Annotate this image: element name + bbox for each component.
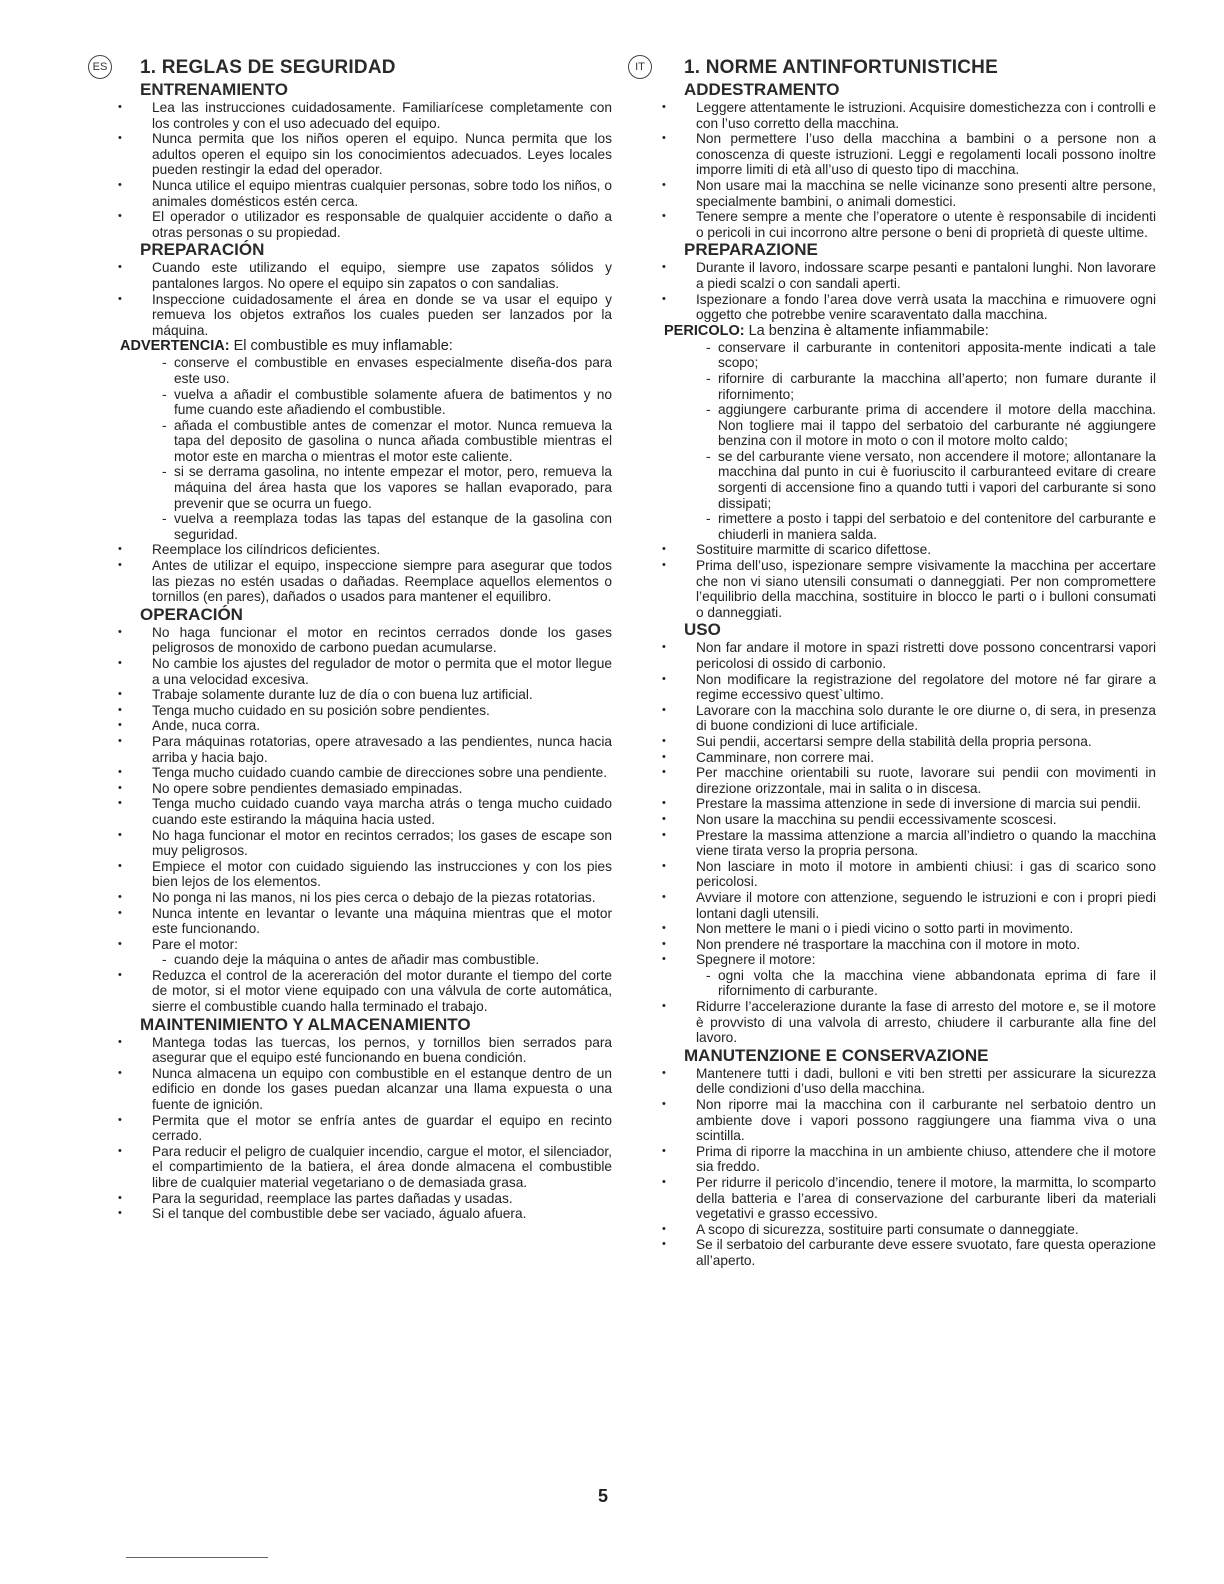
warning-text: La benzina è altamente infiammabile:	[748, 322, 989, 339]
bullet-item: • Empiece el motor con cuidado siguiendo las instrucciones y con los pies bien lejos de los elementos.	[92, 859, 612, 890]
subsection-heading: PREPARAZIONE	[684, 240, 818, 260]
dash-item: - conserve el combustible en envases especialmente diseña-dos para este uso.	[92, 355, 612, 386]
bullet-item: • Prestare la massima attenzione a marcia all’indietro o quando la macchina viene tirata verso la propria persona.	[636, 828, 1156, 859]
bullet-item: • Lea las instrucciones cuidadosamente. Familiarícese completamente con los controles y con el uso adecuado del equipo.	[92, 100, 612, 131]
bullet-item: • No cambie los ajustes del regulador de motor o permita que el motor llegue a una velocidad excesiva.	[92, 656, 612, 687]
bullet-item: • Reemplace los cilíndricos deficientes.	[92, 542, 612, 558]
bullet-item: • Para máquinas rotatorias, opere atravesado a las pendientes, nunca hacia arriba y hacia bajo.	[92, 734, 612, 765]
bullet-item: • Spegnere il motore:	[636, 952, 1156, 968]
bullet-item: • Nunca utilice el equipo mientras cualquier personas, sobre todo los niños, o animales domésticos estén cerca.	[92, 178, 612, 209]
dash-item: - añada el combustible antes de comenzar el motor. Nunca remueva la tapa del deposito de gasolina o nunca añada combustible mientras el motor este en marcha o mientras el motor este caliente.	[92, 418, 612, 465]
italian-column	[636, 56, 1156, 1269]
bullet-item: • Tenere sempre a mente che l’operatore o utente è responsabile di incidenti o pericoli in cui incorrono altre persone o beni di proprietà di queste ultime.	[636, 209, 1156, 240]
bullet-item: • Non mettere le mani o i piedi vicino o sotto parti in movimento.	[636, 921, 1156, 937]
sections-it	[636, 80, 1156, 1269]
subsection-heading: MAINTENIMIENTO Y ALMACENAMIENTO	[140, 1014, 471, 1034]
bullet-item: • Tenga mucho cuidado cuando vaya marcha atrás o tenga mucho cuidado cuando este estirando la máquina hacia usted.	[92, 796, 612, 827]
dash-item: - vuelva a añadir el combustible solamente afuera de batimentos y no fume cuando este añadiendo el combustible.	[92, 387, 612, 418]
bullet-item: • Lavorare con la macchina solo durante le ore diurne o, di sera, in presenza di buone condizioni di luce artificiale.	[636, 703, 1156, 734]
dash-item: - cuando deje la máquina o antes de añadir mas combustible.	[92, 952, 612, 968]
bullet-list	[636, 640, 1156, 1045]
sections-es	[92, 80, 612, 1222]
bullet-list	[92, 100, 612, 240]
bullet-item: • Per macchine orientabili su ruote, lavorare sui pendii con movimenti in direzione orizzontale, mai in salita o in discesa.	[636, 765, 1156, 796]
dash-item: - conservare il carburante in contenitori apposita-mente indicati a tale scopo;	[636, 340, 1156, 371]
bullet-item: • Sostituire marmitte di scarico difettose.	[636, 542, 1156, 558]
bullet-item: • No ponga ni las manos, ni los pies cerca o debajo de la piezas rotatorias.	[92, 890, 612, 906]
warning-line	[92, 338, 612, 355]
bullet-item: • Avviare il motore con attenzione, seguendo le istruzioni e con i propri piedi lontani dagli utensili.	[636, 890, 1156, 921]
subsection-heading: ENTRENAMIENTO	[140, 80, 288, 99]
dash-item: - rifornire di carburante la macchina all’aperto; non fumare durante il rifornimento;	[636, 371, 1156, 402]
bullet-item: • Para reducir el peligro de cualquier incendio, cargue el motor, el silenciador, el compartimiento de la batiera, el área donde almacena el combustible libre de cualquier material vegetariano o de demasiada grasa.	[92, 1144, 612, 1191]
bullet-item: • Ande, nuca corra.	[92, 718, 612, 734]
footer-link-line	[126, 1557, 268, 1558]
bullet-item: • Se il serbatoio del carburante deve essere svuotato, fare questa operazione all’aperto.	[636, 1237, 1156, 1268]
dash-item: - aggiungere carburante prima di accendere il motore della macchina. Non togliere mai il tappo del serbatoio del carburante né aggiungere benzina con il motore in moto o con il motore molto caldo;	[636, 402, 1156, 449]
bullet-item: • El operador o utilizador es responsable de qualquier accidente o daño a otras personas o su propiedad.	[92, 209, 612, 240]
bullet-item: • Non far andare il motore in spazi ristretti dove possono concentrarsi vapori pericolosi di ossido di carbonio.	[636, 640, 1156, 671]
dash-item: - vuelva a reemplaza todas las tapas del estanque de la gasolina con seguridad.	[92, 511, 612, 542]
bullet-item: • Prestare la massima attenzione in sede di inversione di marcia sui pendii.	[636, 796, 1156, 812]
bullet-item: • Prima di riporre la macchina in un ambiente chiuso, attendere che il motore sia freddo.	[636, 1144, 1156, 1175]
bullet-item: • Non usare mai la macchina se nelle vicinanze sono presenti altre persone, specialmente bambini, o animali domestici.	[636, 178, 1156, 209]
section-title-it: 1. NORME ANTINFORTUNISTICHE	[684, 57, 998, 78]
bullet-item: • Prima dell’uso, ispezionare sempre visivamente la macchina per accertare che non vi siano utensili consumati o danneggiati. Per non compromettere l’equilibrio della macchina, sostituire in blocco le parti o i bulloni consumati o danneggiati.	[636, 558, 1156, 620]
subsection-heading: ADDESTRAMENTO	[684, 80, 840, 99]
bullet-item: • Nunca permita que los niños operen el equipo. Nunca permita que los adultos operen el equipo sin los conocimientos adecuados. Leyes locales pueden restingir la edad del operador.	[92, 131, 612, 178]
bullet-item: • Cuando este utilizando el equipo, siempre use zapatos sólidos y pantalones largos. No opere el equipo sin zapatos o con sandalias.	[92, 260, 612, 291]
section-title-es: 1. REGLAS DE SEGURIDAD	[140, 57, 396, 78]
warning-text: El combustible es muy inflamable:	[233, 338, 453, 355]
bullet-item: • Ispezionare a fondo l’area dove verrà usata la macchina e rimuovere ogni oggetto che potrebbe venire scaraventato dalla macchina.	[636, 292, 1156, 323]
bullet-item: • Nunca almacena un equipo con combustible en el estanque dentro de un edificio en donde los gases puedan alcanzar una llama expuesta o una fuente de ignición.	[92, 1066, 612, 1113]
bullet-list	[636, 542, 1156, 620]
subsection-heading: MANUTENZIONE E CONSERVAZIONE	[684, 1045, 989, 1065]
warning-list	[636, 340, 1156, 543]
spanish-column	[92, 56, 612, 1222]
bullet-item: • Pare el motor:	[92, 937, 612, 953]
bullet-item: • Non lasciare in moto il motore in ambienti chiusi: i gas di scarico sono pericolosi.	[636, 859, 1156, 890]
dash-item: - si se derrama gasolina, no intente empezar el motor, pero, remueva la máquina del área hasta que los vapores se hallan evaporado, para prevenir que se ocurra un fuego.	[92, 464, 612, 511]
bullet-item: • Non modificare la registrazione del regolatore del motore né far girare a regime eccessivo quest`ultimo.	[636, 672, 1156, 703]
bullet-list	[92, 1035, 612, 1222]
bullet-item: • No haga funcionar el motor en recintos cerrados; los gases de escape son muy peligrosos.	[92, 828, 612, 859]
bullet-list	[636, 1066, 1156, 1269]
bullet-item: • Non permettere l’uso della macchina a bambini o a persone non a conoscenza di queste istruzioni. Leggi e regolamenti locali possono inoltre imporre limiti di età all’uso di questo tipo di macchina.	[636, 131, 1156, 178]
bullet-item: • A scopo di sicurezza, sostituire parti consumate o danneggiate.	[636, 1222, 1156, 1238]
bullet-item: • Per ridurre il pericolo d’incendio, tenere il motore, la marmitta, lo scomparto della batteria e l’area di conservazione del carburante liberi da materiali vegetativi e grasso eccessivo.	[636, 1175, 1156, 1222]
warning-label: PERICOLO:	[664, 322, 745, 339]
bullet-item: • Non riporre mai la macchina con il carburante nel serbatoio dentro un ambiente dove i vapori possono raggiungere una fiamma viva o una scintilla.	[636, 1097, 1156, 1144]
bullet-item: • Ridurre l’accelerazione durante la fase di arresto del motore e, se il motore è provvisto di una valvola di arresto, chiudere il carburante alla fine del lavoro.	[636, 999, 1156, 1046]
bullet-item: • Tenga mucho cuidado cuando cambie de direcciones sobre una pendiente.	[92, 765, 612, 781]
bullet-item: • Leggere attentamente le istruzioni. Acquisire domestichezza con i controlli e con l’uso corretto della macchina.	[636, 100, 1156, 131]
language-badge-it: IT	[628, 55, 652, 79]
warning-list	[92, 355, 612, 542]
bullet-item: • Sui pendii, accertarsi sempre della stabilità della propria persona.	[636, 734, 1156, 750]
bullet-list	[92, 260, 612, 338]
dash-item: - se del carburante viene versato, non accendere il motore; allontanare la macchina dal punto in cui è fuoriuscito il carburanteed evitare di creare sorgenti di accensione fino a quando tutti i vapori del carburante si sono dissipati;	[636, 449, 1156, 511]
subsection-heading: OPERACIÓN	[140, 604, 243, 624]
bullet-item: • Non usare la macchina su pendii eccessivamente scoscesi.	[636, 812, 1156, 828]
subsection-heading: PREPARACIÓN	[140, 240, 265, 260]
bullet-item: • No haga funcionar el motor en recintos cerrados donde los gases peligrosos de monoxido de carbono puedan acumularse.	[92, 625, 612, 656]
bullet-list	[636, 260, 1156, 322]
bullet-item: • Inspeccione cuidadosamente el área en donde se va usar el equipo y remueva los objetos extraños los cuales pueden ser lanzados por la máquina.	[92, 292, 612, 339]
dash-item: - rimettere a posto i tappi del serbatoio e del contenitore del carburante e chiuderli in maniera salda.	[636, 511, 1156, 542]
warning-label: ADVERTENCIA:	[120, 338, 230, 355]
bullet-item: • Tenga mucho cuidado en su posición sobre pendientes.	[92, 703, 612, 719]
bullet-item: • No opere sobre pendientes demasiado empinadas.	[92, 781, 612, 797]
bullet-item: • Mantega todas las tuercas, los pernos, y tornillos bien serrados para asegurar que el equipo esté funcionando en buena condición.	[92, 1035, 612, 1066]
bullet-item: • Permita que el motor se enfría antes de guardar el equipo en recinto cerrado.	[92, 1113, 612, 1144]
bullet-list	[92, 542, 612, 604]
bullet-item: • Nunca intente en levantar o levante una máquina mientras que el motor este funcionando.	[92, 906, 612, 937]
bullet-item: • Durante il lavoro, indossare scarpe pesanti e pantaloni lunghi. Non lavorare a piedi scalzi o con sandali aperti.	[636, 260, 1156, 291]
page-number: 5	[598, 1486, 609, 1506]
bullet-list	[92, 625, 612, 1015]
bullet-list	[636, 100, 1156, 240]
bullet-item: • Si el tanque del combustible debe ser vaciado, águalo afuera.	[92, 1206, 612, 1222]
warning-line	[636, 323, 1156, 340]
bullet-item: • Reduzca el control de la acereración del motor durante el tiempo del corte de motor, si el motor viene equipado con una válvula de corte automática, sierre el combustible cuando halla terminado el trabajo.	[92, 968, 612, 1015]
bullet-item: • Antes de utilizar el equipo, inspeccione siempre para asegurar que todos las piezas no estén usadas o dañadas. Reemplace aquellos elementos o tornillos (en pares), dañados o usados para mantener el equilibro.	[92, 558, 612, 605]
subsection-heading: USO	[684, 620, 721, 640]
language-badge-es: ES	[88, 55, 112, 79]
bullet-item: • Para la seguridad, reemplace las partes dañadas y usadas.	[92, 1191, 612, 1207]
bullet-item: • Trabaje solamente durante luz de día o con buena luz artificial.	[92, 687, 612, 703]
bullet-item: • Non prendere né trasportare la macchina con il motore in moto.	[636, 937, 1156, 953]
bullet-item: • Mantenere tutti i dadi, bulloni e viti ben stretti per assicurare la sicurezza delle condizioni d’uso della macchina.	[636, 1066, 1156, 1097]
dash-item: - ogni volta che la macchina viene abbandonata eprima di fare il rifornimento di carburante.	[636, 968, 1156, 999]
bullet-item: • Camminare, non correre mai.	[636, 750, 1156, 766]
